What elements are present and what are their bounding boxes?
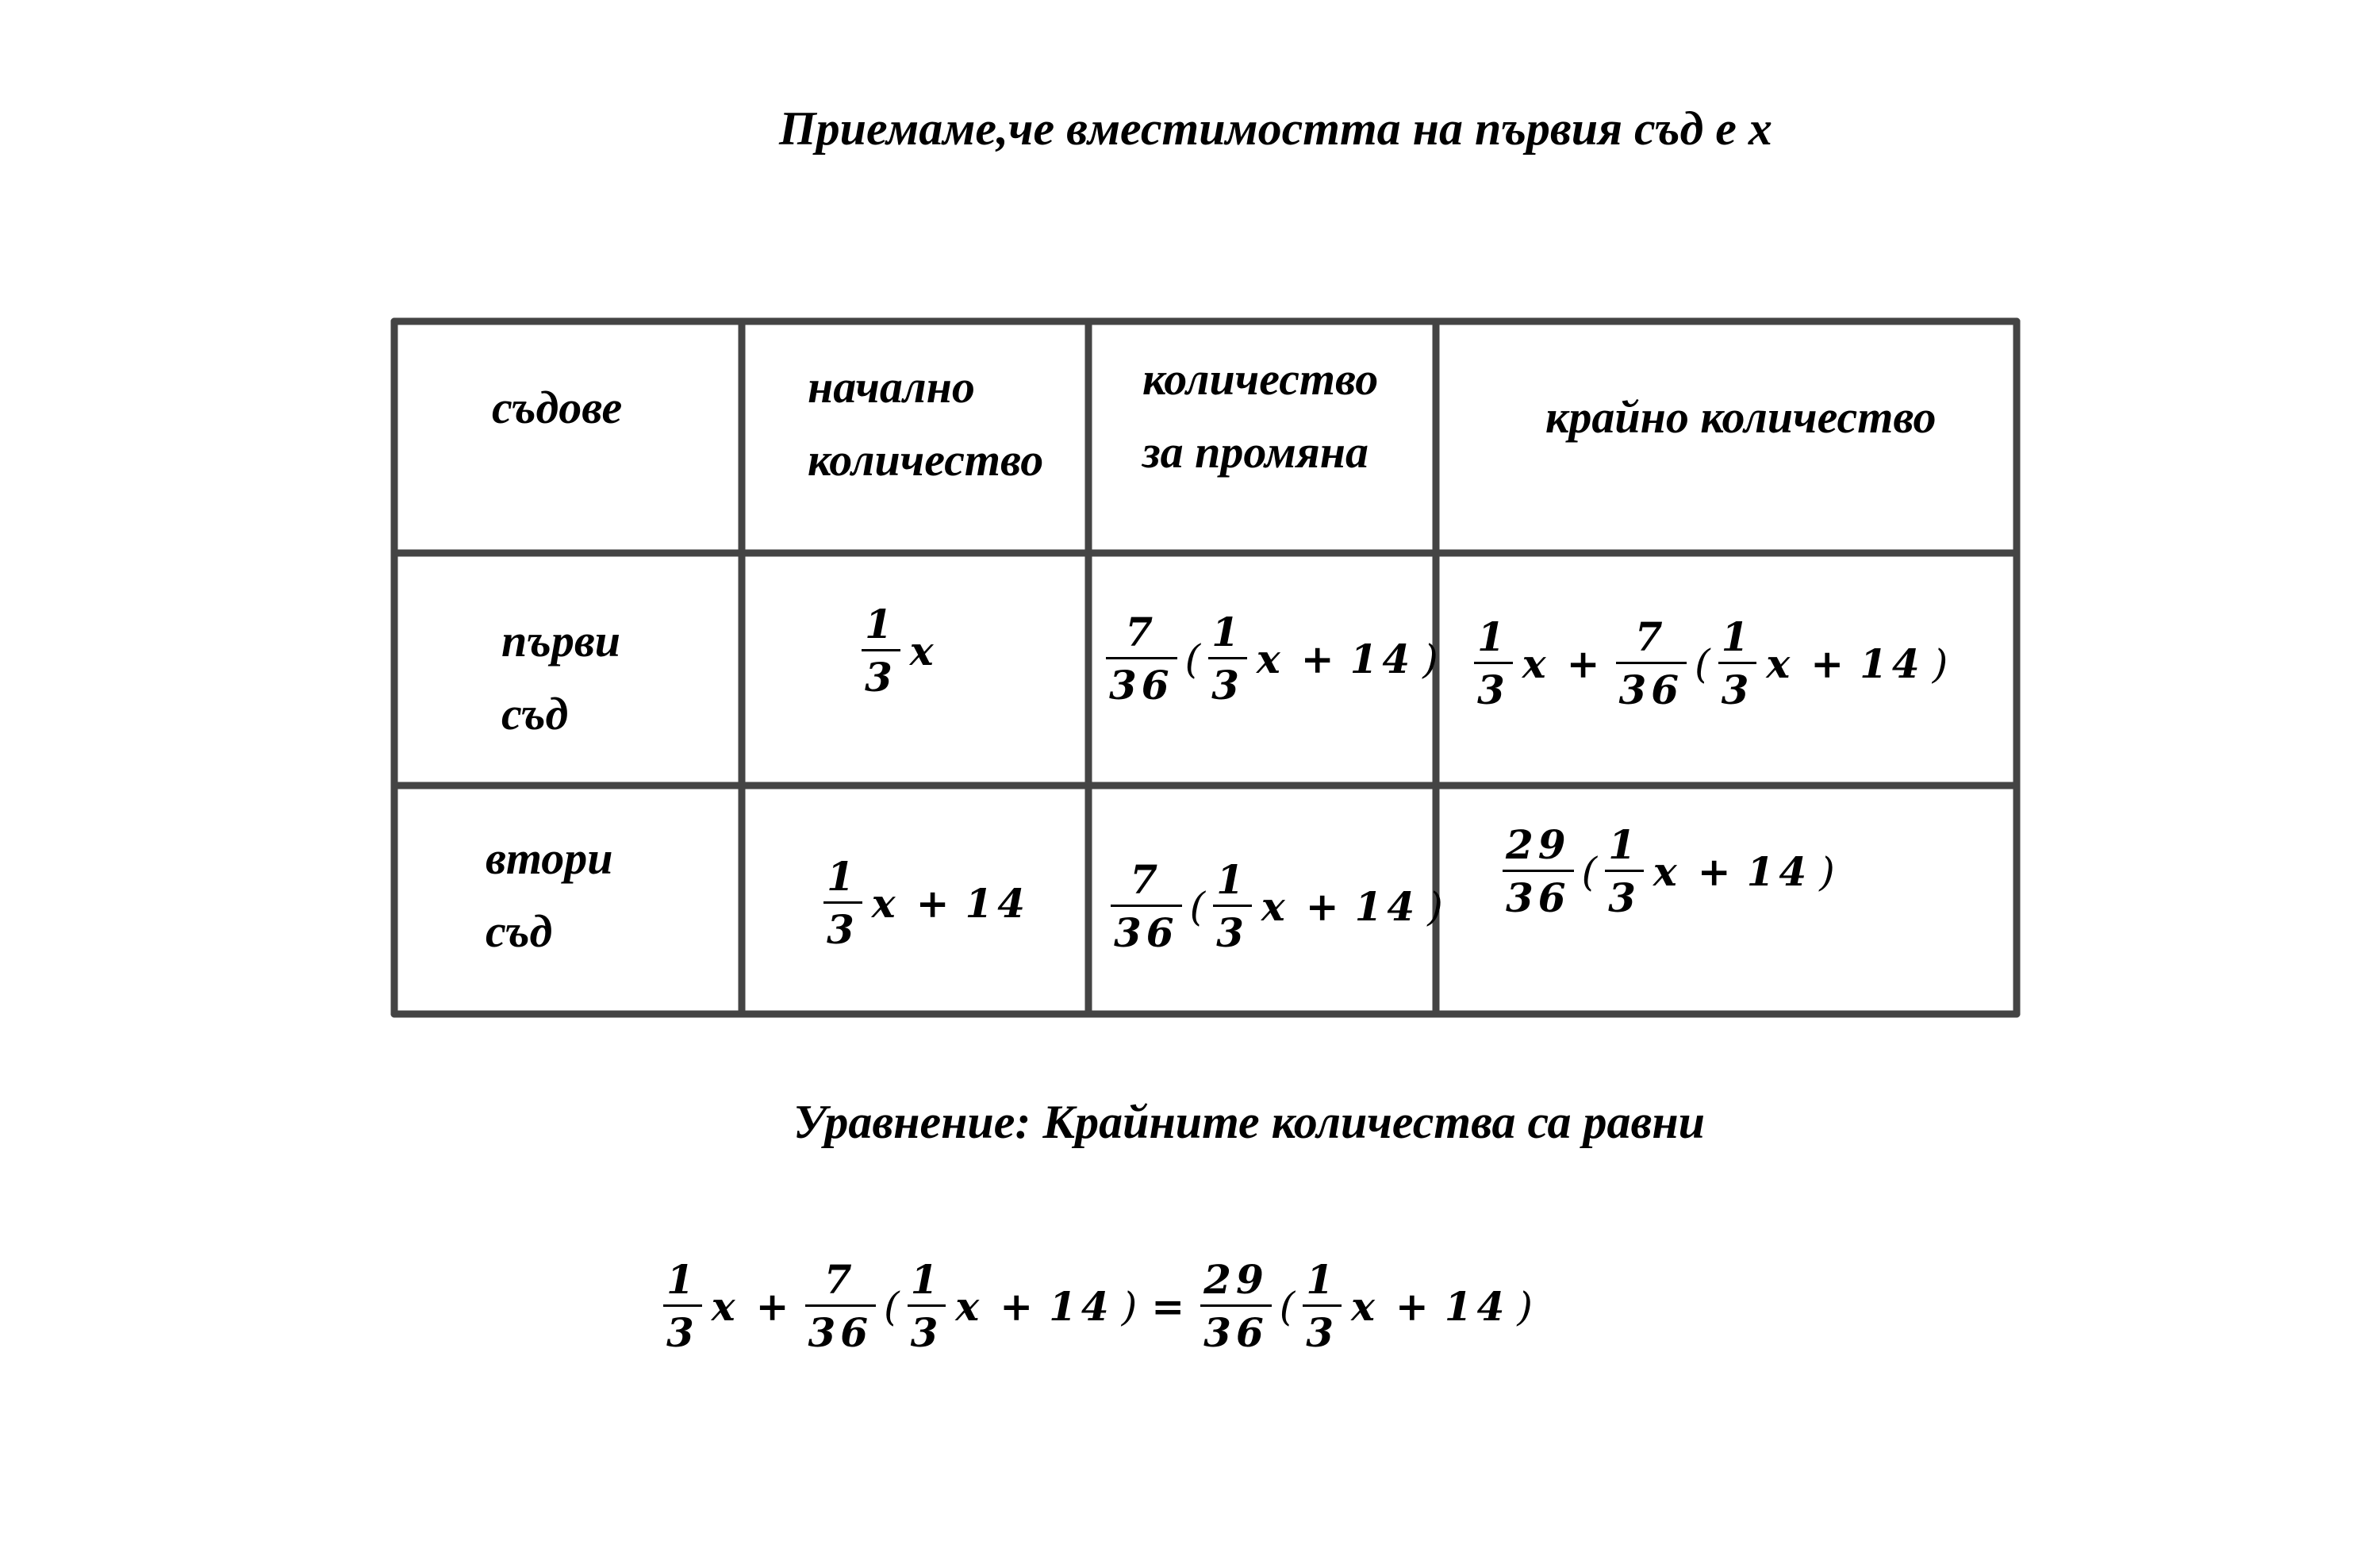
header-initial-quantity: начално количество xyxy=(808,361,1044,486)
fraction: $\frac{29}{36}$ xyxy=(1200,1260,1272,1353)
row-second-vessel: втори съд xyxy=(486,832,613,957)
intro-statement: Приемаме,че вместимостта на първия съд е х xyxy=(779,102,1772,155)
fraction: $\frac{7}{36}$ xyxy=(1616,617,1687,710)
first-initial-expression: $\frac{1}{3}$ x xyxy=(857,605,943,697)
fraction: $\frac{1}{3}$ xyxy=(1605,825,1644,918)
fraction: $\frac{7}{36}$ xyxy=(1106,613,1177,705)
fraction: $\frac{7}{36}$ xyxy=(1111,860,1182,953)
row-first-vessel: първи съд xyxy=(501,615,620,740)
second-change-expression: $\frac{7}{36}$ ( $\frac{1}{3}$ x + 14 ) xyxy=(1106,860,1446,953)
fraction: $\frac{1}{3}$ xyxy=(1474,617,1513,710)
fraction: $\frac{1}{3}$ xyxy=(1303,1260,1342,1353)
header-change-quantity: количество за промяна xyxy=(1142,353,1379,478)
header-final-quantity: крайно количество xyxy=(1545,391,1937,443)
fraction: $\frac{1}{3}$ xyxy=(663,1260,702,1353)
final-equation: $\frac{1}{3}$ x + $\frac{7}{36}$ ( $\frac{1}{3}$ x + 14 ) = $\frac{29}{36}$ ( $\frac{1}{3}$ x + 14 ) xyxy=(658,1260,1536,1353)
fraction: $\frac{1}{3}$ xyxy=(823,857,862,950)
second-initial-expression: $\frac{1}{3}$ x + 14 xyxy=(819,857,1035,950)
fraction: $\frac{1}{3}$ xyxy=(908,1260,946,1353)
first-final-expression: $\frac{1}{3}$ x + $\frac{7}{36}$ ( $\frac{1}{3}$ x + 14 ) xyxy=(1469,617,1951,710)
fraction: $\frac{1}{3}$ xyxy=(1718,617,1757,710)
first-change-expression: $\frac{7}{36}$ ( $\frac{1}{3}$ x + 14 ) xyxy=(1101,613,1441,705)
fraction: $\frac{1}{3}$ xyxy=(862,605,900,697)
equation-title: Уравнение: Крайните количества са равни xyxy=(793,1096,1706,1148)
header-vessels: съдове xyxy=(492,382,623,433)
fraction: $\frac{29}{36}$ xyxy=(1503,825,1574,918)
second-final-expression: $\frac{29}{36}$ ( $\frac{1}{3}$ x + 14 ) xyxy=(1498,825,1838,918)
fraction: $\frac{1}{3}$ xyxy=(1208,613,1247,705)
fraction: $\frac{7}{36}$ xyxy=(805,1260,877,1353)
fraction: $\frac{1}{3}$ xyxy=(1213,860,1252,953)
